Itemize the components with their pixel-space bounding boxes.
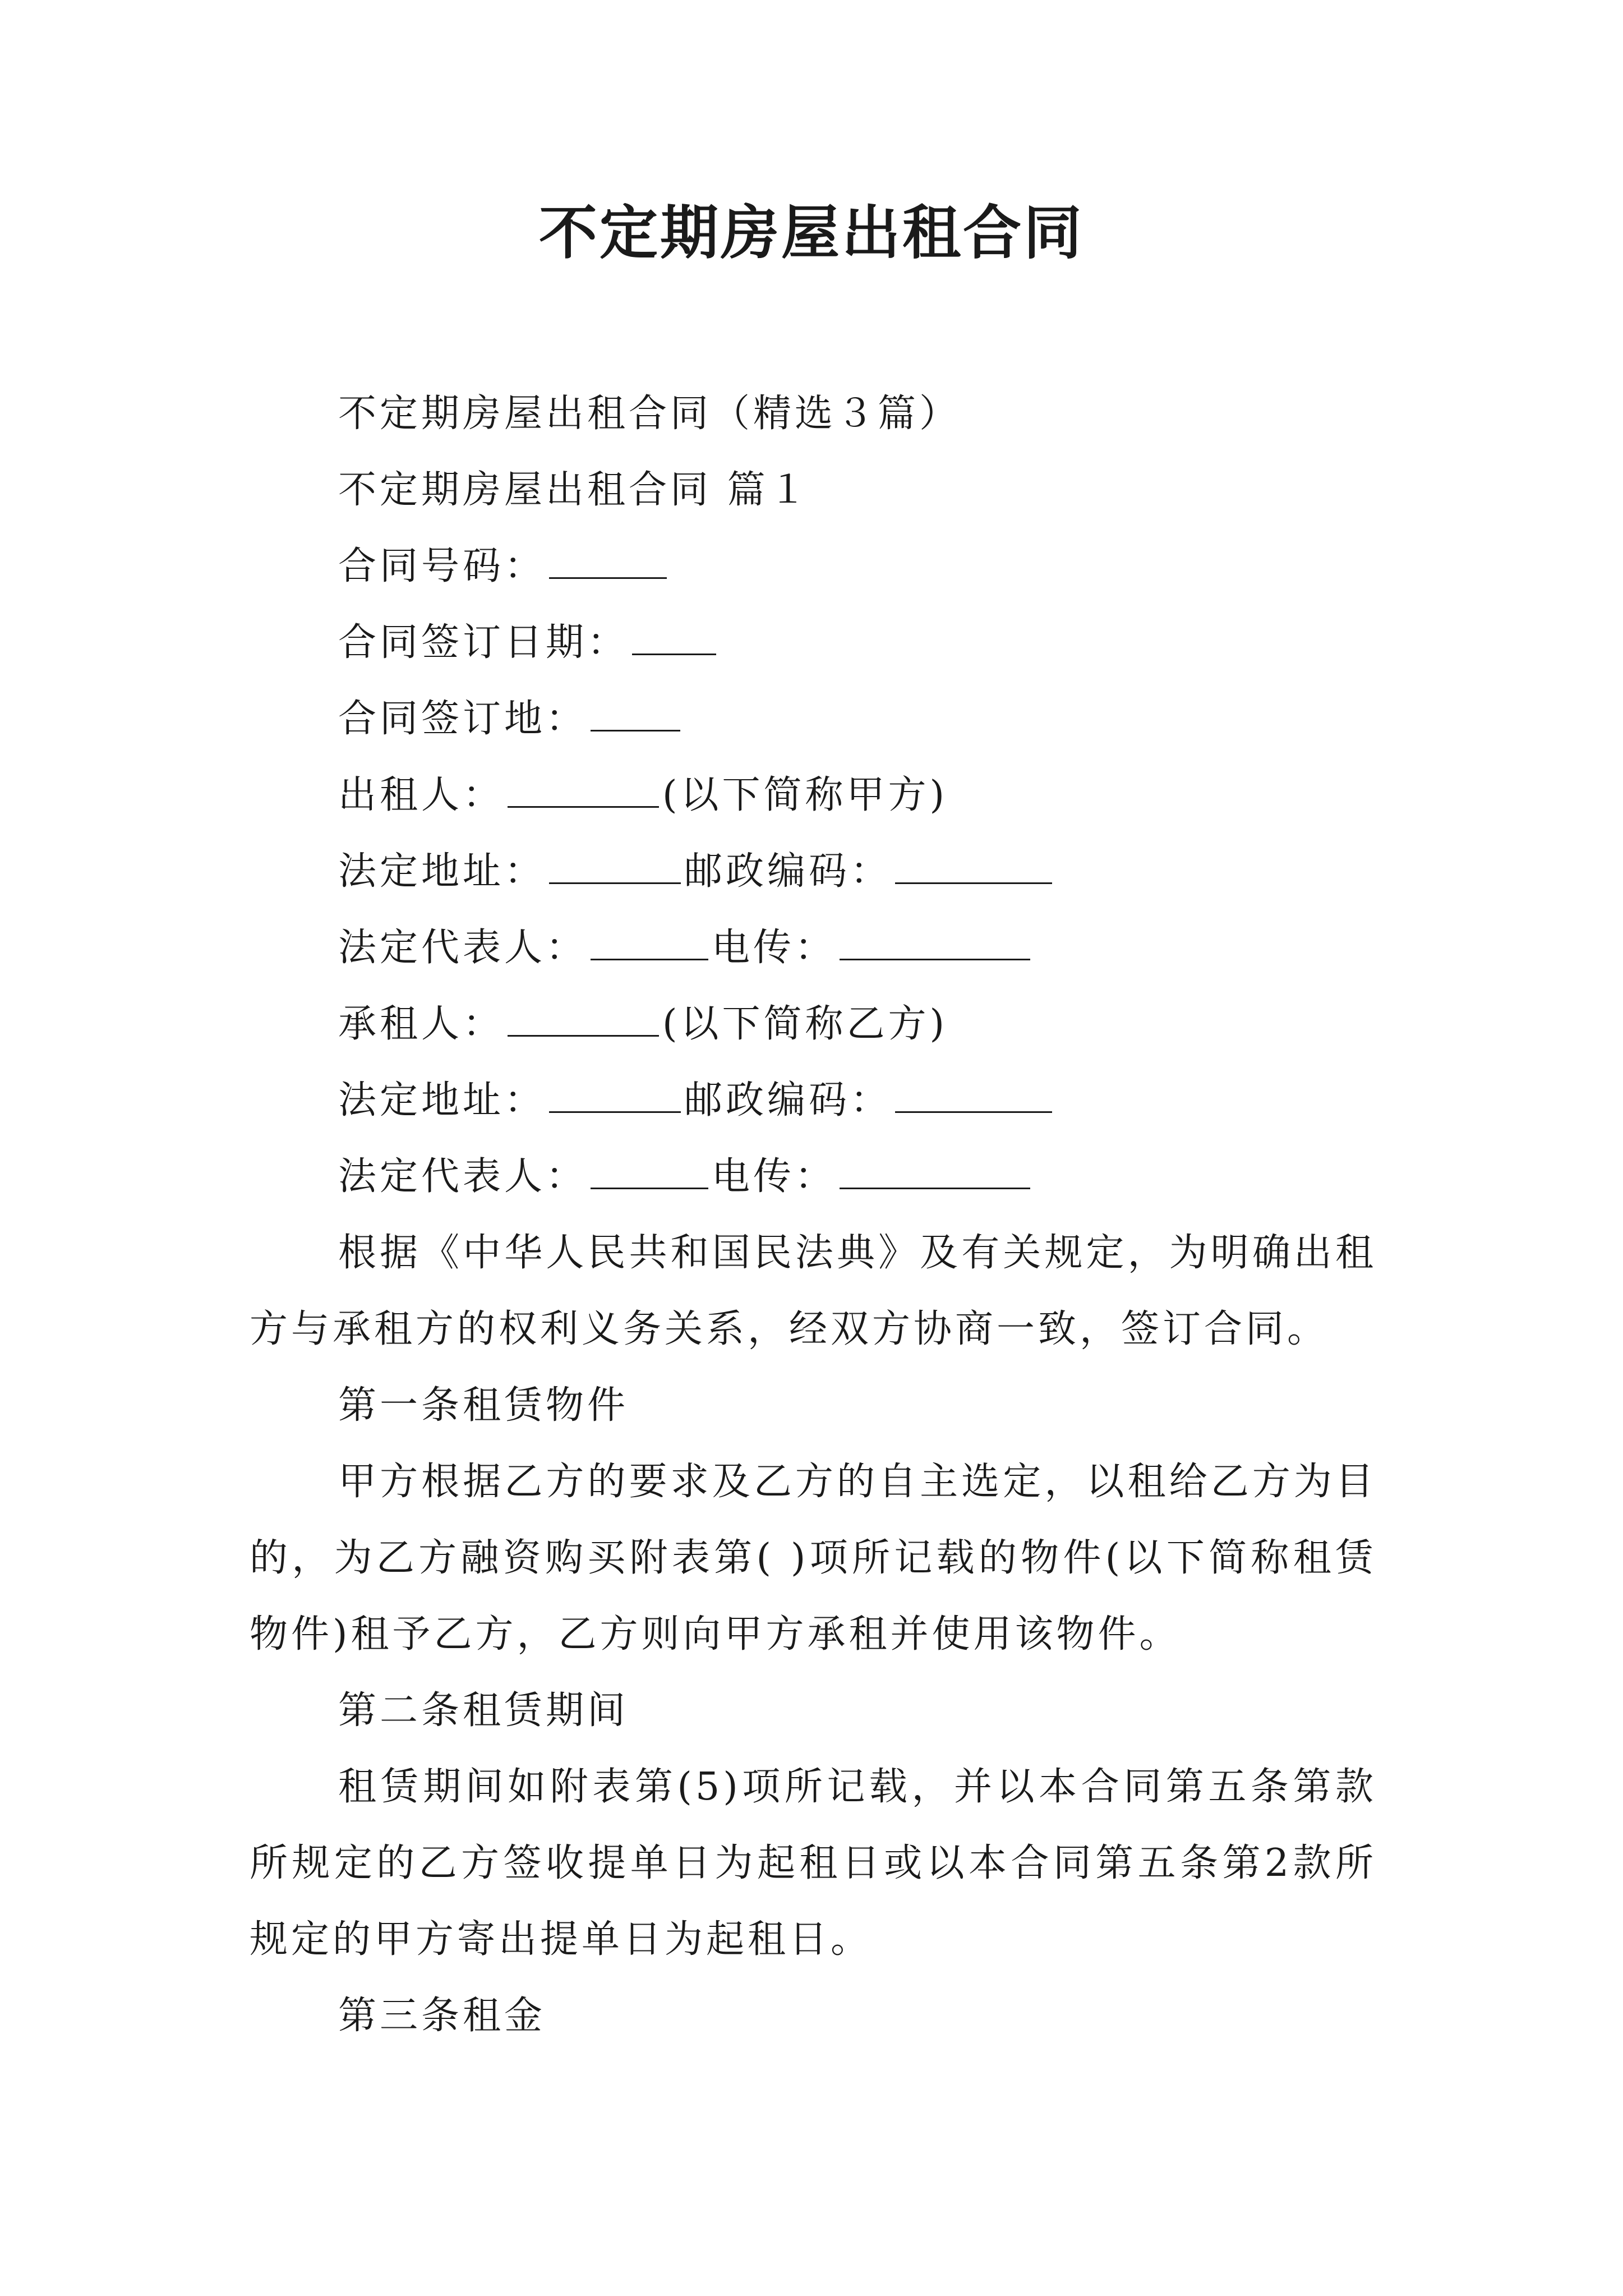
lessee-blank: [508, 1004, 659, 1037]
article2-heading: 第二条租赁期间: [338, 1688, 629, 1733]
contract-number-label: 合同号码：: [338, 544, 546, 588]
lessor-rep-line: [250, 910, 1377, 986]
article1-heading: 第一条租赁物件: [338, 1383, 629, 1428]
lessee-address-blank: [549, 1080, 681, 1113]
contract-number-blank: [549, 546, 667, 579]
lessee-rep-blank: [591, 1156, 708, 1189]
lessor-postcode-label: 邮政编码：: [684, 849, 892, 894]
part-heading: 不定期房屋出租合同 篇１: [338, 468, 810, 512]
lessor-blank: [508, 775, 659, 808]
lessor-fax-label: 电传：: [712, 926, 837, 970]
lessee-address-label: 法定地址：: [338, 1078, 546, 1122]
article2-paragraph: 租赁期间如附表第(5)项所记载，并以本合同第五条第款所规定的乙方签收提单日为起租日或以本合同第五条第2款所规定的甲方寄出提单日为起租日。: [250, 1765, 1377, 1962]
lessee-fax-label: 电传：: [712, 1154, 837, 1199]
lessor-address-line: [250, 834, 1377, 910]
document-title: 不定期房屋出租合同: [538, 198, 1084, 267]
lessor-address-blank: [549, 851, 681, 884]
lessee-rep-label: 法定代表人：: [338, 1154, 588, 1199]
sign-date-line: [250, 605, 1377, 681]
lessee-suffix: (以下简称乙方): [662, 1002, 948, 1046]
subtitle-line: 不定期房屋出租合同（精选３篇）: [338, 392, 961, 436]
lessee-line: [250, 986, 1377, 1062]
document-body: [250, 376, 1377, 2054]
lessee-address-line: [250, 1062, 1377, 1139]
contract-number-line: [250, 528, 1377, 605]
sign-date-label: 合同签订日期：: [338, 620, 629, 665]
lessee-postcode-blank: [895, 1080, 1052, 1113]
lessor-line: [250, 757, 1377, 834]
intro-paragraph: 根据《中华人民共和国民法典》及有关规定，为明确出租方与承租方的权利义务关系，经双方协商一致，签订合同。: [250, 1231, 1377, 1351]
sign-place-line: [250, 681, 1377, 757]
lessor-postcode-blank: [895, 851, 1052, 884]
lessor-suffix: (以下简称甲方): [662, 773, 948, 817]
article3-heading: 第三条租金: [338, 1994, 546, 2038]
lessor-address-label: 法定地址：: [338, 849, 546, 894]
sign-place-label: 合同签订地：: [338, 697, 588, 741]
sign-date-blank: [632, 622, 716, 655]
sign-place-blank: [591, 698, 680, 731]
article1-paragraph: 甲方根据乙方的要求及乙方的自主选定，以租给乙方为目的，为乙方融资购买附表第( )项所记载的物件(以下简称租赁物件)租予乙方，乙方则向甲方承租并使用该物件。: [250, 1460, 1377, 1657]
lessor-rep-label: 法定代表人：: [338, 926, 588, 970]
lessor-label: 出租人：: [338, 773, 505, 817]
lessee-rep-line: [250, 1139, 1377, 1215]
lessor-fax-blank: [840, 927, 1030, 960]
lessee-fax-blank: [840, 1156, 1030, 1189]
lessee-postcode-label: 邮政编码：: [684, 1078, 892, 1122]
lessee-label: 承租人：: [338, 1002, 505, 1046]
lessor-rep-blank: [591, 927, 708, 960]
